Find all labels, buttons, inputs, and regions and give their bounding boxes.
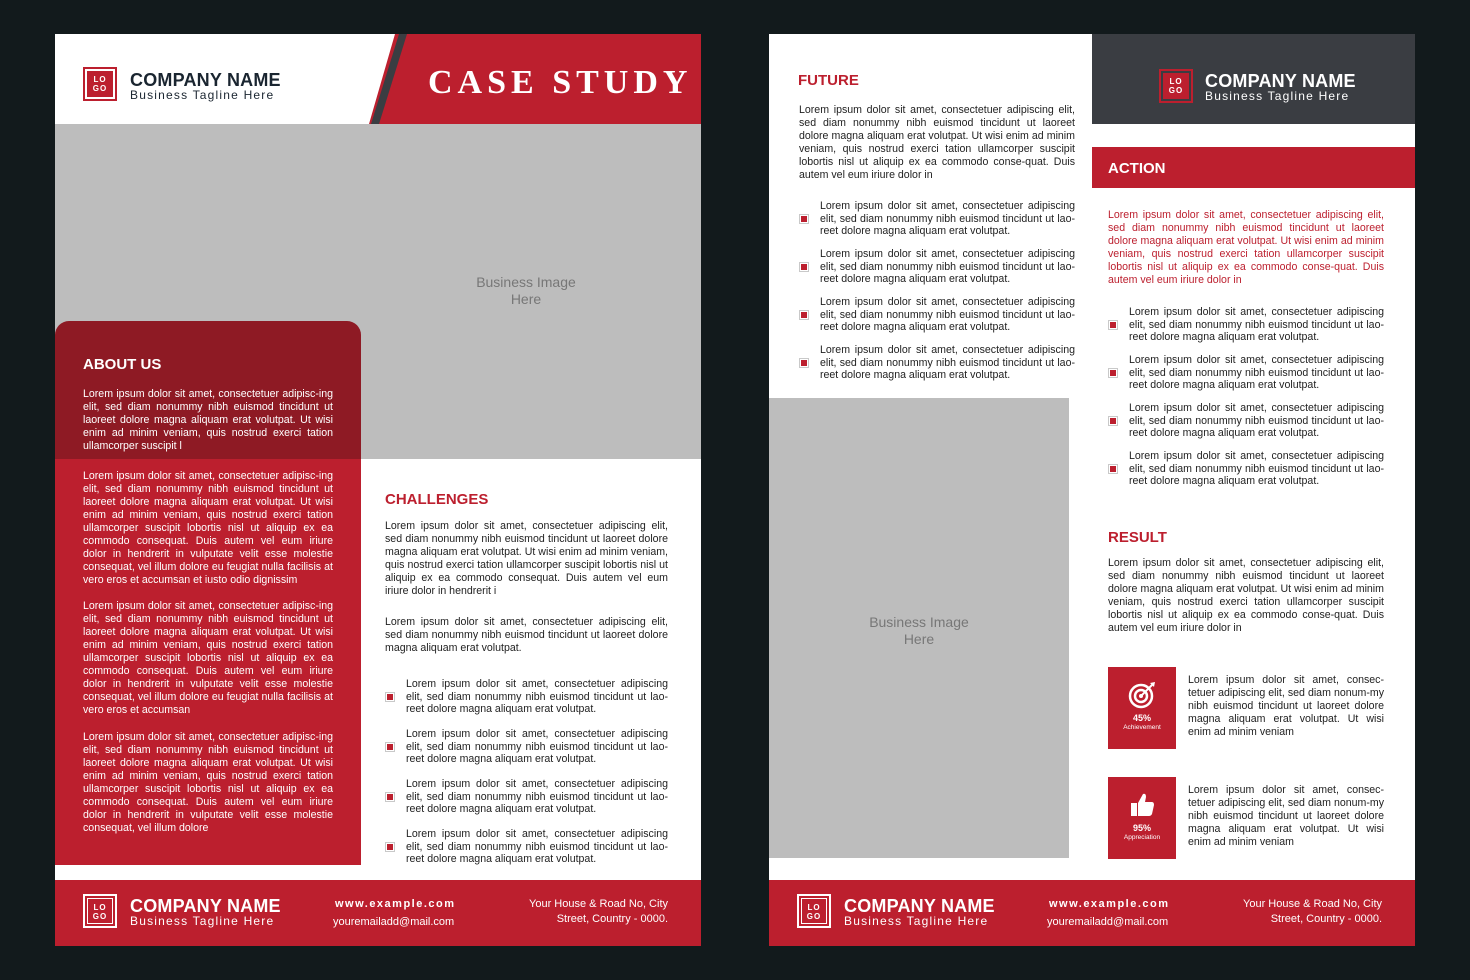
image-label-line1: Business Image [476,274,576,290]
case-study-page-back [769,34,1415,946]
logo-text-bottom: GO [92,84,108,93]
list-item [385,828,668,866]
bullet-text: Lorem ipsum dolor sit amet, consectetuer adipiscing elit, sed diam nonummy nibh euismod tincidunt ut lao-reet dolore magna aliquam erat volutpat. [820,248,1075,285]
logo-icon [83,67,117,101]
result-heading: RESULT [1108,529,1167,546]
bullet-icon [1108,464,1118,474]
stat-appreciation [1108,777,1176,859]
footer [55,880,701,946]
address-line-2: Street, Country - 0000. [556,913,668,925]
stat-description: Lorem ipsum dolor sit amet, consec-tetuer adipiscing elit, sed diam nonum-my nibh euismod tincidunt ut laoreet dolore magna aliquam erat volutpat. Ut wisi enim ad minim veniam [1188,674,1384,738]
company-name: COMPANY NAME [1205,71,1356,91]
result-paragraph: Lorem ipsum dolor sit amet, consectetuer adipiscing elit, sed diam nonummy nibh euismod tincidunt ut laoreet dolore magna aliquam erat volutpat. Ut wisi enim ad minim veniam, quis nostrud exerci tation ullamcorper suscipit lobortis nisl ut aliquip ex ea commodo conse-quat. Duis autem vel eum iriure dolor in [1108,557,1384,634]
image-placeholder-label [445,274,607,308]
list-item [799,248,1075,286]
about-paragraph-4: Lorem ipsum dolor sit amet, consectetuer adipisc-ing elit, sed diam nonummy nibh euismod tincidunt ut laoreet dolore magna aliquam erat volutpat. Ut wisi enim ad minim veniam, quis nostrud exerci tation ullamcorper suscipit lobortis nisl ut aliquip ex ea commodo consequat. Duis autem vel eum iriure dolor in hendrerit in vulputate velit esse molestie consequat, vel illum dolore [83,731,333,834]
bullet-icon [799,214,809,224]
challenges-heading: CHALLENGES [385,491,489,508]
bullet-icon [799,358,809,368]
list-item [385,678,668,716]
about-paragraph-2: Lorem ipsum dolor sit amet, consectetuer adipisc-ing elit, sed diam nonummy nibh euismod tincidunt ut laoreet dolore magna aliquam erat volutpat. Ut wisi enim ad minim veniam, quis nostrud exerci tation ullamcorper suscipit lobortis nisl ut aliquip ex ea commodo consequat. Duis autem vel eum iriure dolor in hendrerit in vulputate velit esse molestie consequat, vel illum dolore eu feugiat nulla facilisis at vero eros et accumsan et iusto odio dignissim [83,470,333,586]
list-item [1108,354,1384,392]
bullet-icon [799,262,809,272]
footer-company-name: COMPANY NAME [844,896,995,916]
footer-tagline: Business Tagline Here [130,914,275,928]
stat-label: Achievement [1123,724,1161,731]
logo-icon [1159,69,1193,103]
stat-label: Appreciation [1123,834,1161,841]
footer-company-name: COMPANY NAME [130,896,281,916]
bullet-text: Lorem ipsum dolor sit amet, consectetuer adipiscing elit, sed diam nonummy nibh euismod tincidunt ut lao-reet dolore magna aliquam erat volutpat. [1129,450,1384,487]
bullet-icon [1108,416,1118,426]
stat-description: Lorem ipsum dolor sit amet, consec-tetuer adipiscing elit, sed diam nonum-my nibh euismod tincidunt ut laoreet dolore magna aliquam erat volutpat. Ut wisi enim ad minim veniam [1188,784,1384,848]
bullet-icon [385,842,395,852]
list-item [799,296,1075,334]
list-item [385,728,668,766]
bullet-text: Lorem ipsum dolor sit amet, consectetuer adipiscing elit, sed diam nonummy nibh euismod tincidunt ut lao-reet dolore magna aliquam erat volutpat. [820,344,1075,381]
target-icon [1128,681,1156,709]
bullet-icon [385,792,395,802]
footer-logo-icon [83,894,117,928]
bullet-text: Lorem ipsum dolor sit amet, consectetuer adipiscing elit, sed diam nonummy nibh euismod tincidunt ut lao-reet dolore magna aliquam erat volutpat. [820,200,1075,237]
image-label-line2: Here [510,291,542,307]
footer-email-link[interactable]: youremailadd@mail.com [333,916,455,928]
image-placeholder-label [839,614,999,648]
action-heading: ACTION [1108,160,1166,177]
bullet-icon [385,742,395,752]
footer-tagline: Business Tagline Here [844,914,989,928]
bullet-text: Lorem ipsum dolor sit amet, consectetuer adipiscing elit, sed diam nonummy nibh euismod tincidunt ut lao-reet dolore magna aliquam erat volutpat. [406,678,668,715]
action-paragraph: Lorem ipsum dolor sit amet, consectetuer adipiscing elit, sed diam nonummy nibh euismod tincidunt ut laoreet dolore magna aliquam erat volutpat. Ut wisi enim ad minim veniam, quis nostrud exerci tation ullamcorper suscipit lobortis nisl ut aliquip ex ea commodo conse-quat. Duis autem vel eum iriure dolor in [1108,209,1384,286]
bullet-icon [1108,320,1118,330]
about-paragraph-1: Lorem ipsum dolor sit amet, consectetuer adipisc-ing elit, sed diam nonummy nibh euismod tincidunt ut laoreet dolore magna aliquam erat volutpat. Ut wisi enim ad minim veniam, quis nostrud exerci tation ullamcorper suscipit l [83,388,333,452]
logo-text-bottom: GO [1168,86,1184,95]
logo-text-top: LO [807,903,821,912]
company-name: COMPANY NAME [130,70,281,90]
bullet-text: Lorem ipsum dolor sit amet, consectetuer adipiscing elit, sed diam nonummy nibh euismod tincidunt ut lao-reet dolore magna aliquam erat volutpat. [1129,354,1384,391]
list-item [1108,450,1384,488]
challenges-paragraph-2: Lorem ipsum dolor sit amet, consectetuer adipiscing elit, sed diam nonummy nibh euismod tincidunt ut laoreet dolore magna aliquam erat volutpat. [385,616,668,654]
about-heading: ABOUT US [83,356,162,373]
logo-text-top: LO [93,903,107,912]
company-tagline: Business Tagline Here [130,88,275,102]
footer-email-link[interactable]: youremailadd@mail.com [1047,916,1169,928]
footer-logo-icon [797,894,831,928]
challenges-paragraph-1: Lorem ipsum dolor sit amet, consectetuer adipiscing elit, sed diam nonummy nibh euismod tincidunt ut laoreet dolore magna aliquam erat volutpat. Ut wisi enim ad minim veniam, quis nostrud exerci tation ullamcorper suscipit lobortis nisl ut aliquip ex ea commodo consequat. Duis autem vel eum iriure dolor in hendrerit i [385,520,668,597]
address-line-1: Your House & Road No, City [529,898,668,910]
list-item [1108,402,1384,440]
footer-website-link[interactable]: www.example.com [335,898,456,910]
address-line-1: Your House & Road No, City [1243,898,1382,910]
bullet-icon [385,692,395,702]
page-title: CASE STUDY [428,64,693,101]
bullet-icon [799,310,809,320]
future-heading: FUTURE [798,72,859,89]
bullet-text: Lorem ipsum dolor sit amet, consectetuer adipiscing elit, sed diam nonummy nibh euismod tincidunt ut lao-reet dolore magna aliquam erat volutpat. [406,778,668,815]
list-item [799,344,1075,382]
footer-website-link[interactable]: www.example.com [1049,898,1170,910]
company-tagline: Business Tagline Here [1205,89,1350,103]
bullet-text: Lorem ipsum dolor sit amet, consectetuer adipiscing elit, sed diam nonummy nibh euismod tincidunt ut lao-reet dolore magna aliquam erat volutpat. [406,828,668,865]
logo-text-bottom: GO [806,912,822,921]
address-line-2: Street, Country - 0000. [1270,913,1382,925]
bullet-icon [1108,368,1118,378]
logo-text-top: LO [1169,77,1183,86]
list-item [385,778,668,816]
logo-text-top: LO [93,75,107,84]
case-study-page-front [55,34,701,946]
thumbs-up-icon [1128,791,1156,819]
about-paragraph-3: Lorem ipsum dolor sit amet, consectetuer adipisc-ing elit, sed diam nonummy nibh euismod tincidunt ut laoreet dolore magna aliquam erat volutpat. Ut wisi enim ad minim veniam, quis nostrud exerci tation ullamcorper suscipit lobortis nisl ut aliquip ex ea commodo consequat. Duis autem vel eum iriure dolor in hendrerit in vulputate velit esse molestie consequat, vel illum dolore eu feugiat nulla facilisis at vero eros et accumsan [83,600,333,716]
footer-address [1243,897,1382,927]
footer-address [529,897,668,927]
list-item [799,200,1075,238]
list-item [1108,306,1384,344]
stat-achievement [1108,667,1176,749]
bullet-text: Lorem ipsum dolor sit amet, consectetuer adipiscing elit, sed diam nonummy nibh euismod tincidunt ut lao-reet dolore magna aliquam erat volutpat. [1129,306,1384,343]
future-paragraph: Lorem ipsum dolor sit amet, consectetuer adipiscing elit, sed diam nonummy nibh euismod tincidunt ut laoreet dolore magna aliquam erat volutpat. Ut wisi enim ad minim veniam, quis nostrud exerci tation ullamcorper suscipit lobortis nisl ut aliquip ex ea commodo conse-quat. Duis autem vel eum iriure dolor in [799,104,1075,181]
logo-text-bottom: GO [92,912,108,921]
stat-value: 45% [1132,713,1151,723]
image-label-line1: Business Image [869,614,969,630]
stat-value: 95% [1132,823,1151,833]
bullet-text: Lorem ipsum dolor sit amet, consectetuer adipiscing elit, sed diam nonummy nibh euismod tincidunt ut lao-reet dolore magna aliquam erat volutpat. [820,296,1075,333]
bullet-text: Lorem ipsum dolor sit amet, consectetuer adipiscing elit, sed diam nonummy nibh euismod tincidunt ut lao-reet dolore magna aliquam erat volutpat. [1129,402,1384,439]
image-label-line2: Here [903,631,935,647]
bullet-text: Lorem ipsum dolor sit amet, consectetuer adipiscing elit, sed diam nonummy nibh euismod tincidunt ut lao-reet dolore magna aliquam erat volutpat. [406,728,668,765]
footer [769,880,1415,946]
